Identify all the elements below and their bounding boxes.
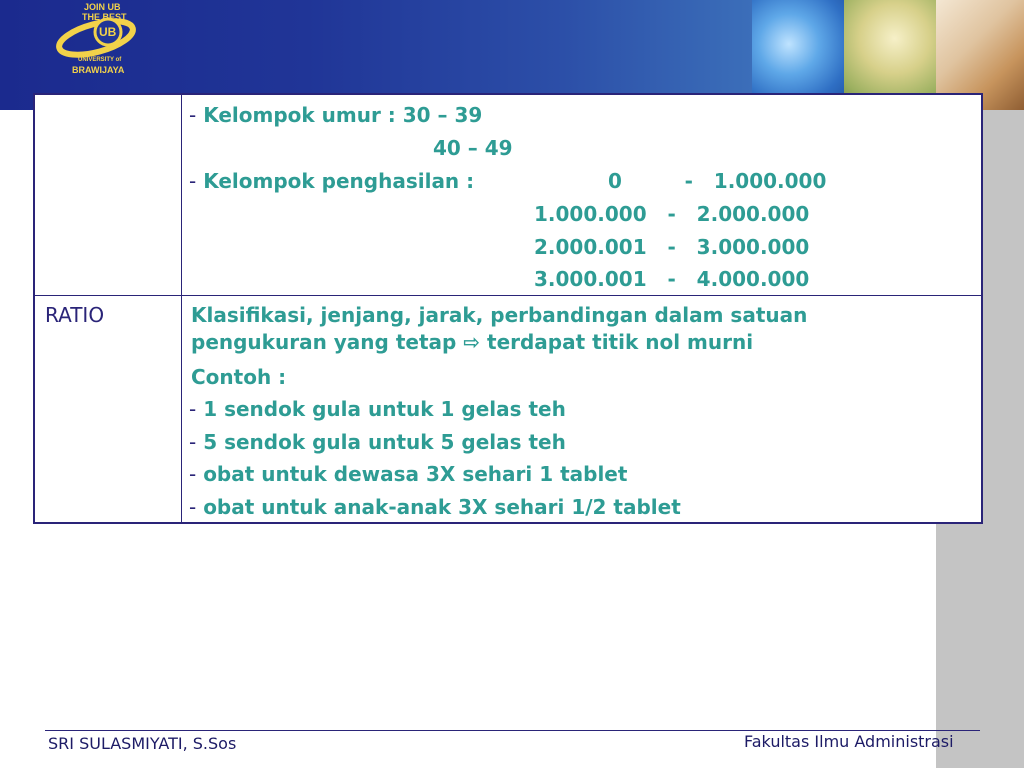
penghasilan-line bbox=[189, 169, 474, 193]
penghasilan-label: Kelompok penghasilan : bbox=[203, 169, 475, 193]
ratio-desc-line-2: pengukuran yang tetap ⇨ terdapat titik nol murni bbox=[191, 330, 754, 354]
example-text: obat untuk anak-anak 3X sehari 1/2 tablet bbox=[203, 495, 681, 519]
footer-divider bbox=[45, 730, 980, 731]
bullet-dash: - bbox=[189, 462, 197, 486]
footer-faculty: Fakultas Ilmu Administrasi bbox=[744, 732, 954, 751]
footer-author: SRI SULASMIYATI, S.Sos bbox=[48, 734, 237, 753]
contoh-label: Contoh : bbox=[191, 365, 287, 389]
example-4 bbox=[189, 495, 681, 519]
range-3: 3.000.001 - 4.000.000 bbox=[534, 267, 810, 291]
bullet-dash: - bbox=[189, 169, 197, 193]
logo-line-1: JOIN UB bbox=[84, 2, 121, 12]
bullet-dash: - bbox=[189, 430, 197, 454]
range-1: 1.000.000 - 2.000.000 bbox=[534, 202, 810, 226]
umur-second: 40 – 49 bbox=[433, 136, 513, 160]
logo-line-2: THE BEST bbox=[82, 12, 127, 22]
university-logo bbox=[52, 2, 148, 78]
example-2 bbox=[189, 430, 566, 454]
logo-line-3: UNIVERSITY of bbox=[78, 57, 122, 63]
umur-line bbox=[189, 103, 482, 127]
ratio-label: RATIO bbox=[45, 303, 105, 327]
range-2: 2.000.001 - 3.000.000 bbox=[534, 235, 810, 259]
example-text: 5 sendok gula untuk 5 gelas teh bbox=[203, 430, 566, 454]
example-1 bbox=[189, 397, 566, 421]
content-table bbox=[33, 93, 983, 524]
umur-label: Kelompok umur : 30 – 39 bbox=[203, 103, 483, 127]
bullet-dash: - bbox=[189, 103, 197, 127]
logo-badge: UB bbox=[99, 25, 117, 39]
bullet-dash: - bbox=[189, 495, 197, 519]
column-divider bbox=[181, 95, 182, 522]
bullet-dash: - bbox=[189, 397, 197, 421]
row-divider bbox=[35, 295, 981, 296]
penghasilan-first: 0 - 1.000.000 bbox=[608, 169, 827, 193]
example-text: 1 sendok gula untuk 1 gelas teh bbox=[203, 397, 566, 421]
ratio-desc-line-1: Klasifikasi, jenjang, jarak, perbandingan dalam satuan bbox=[191, 303, 808, 327]
example-text: obat untuk dewasa 3X sehari 1 tablet bbox=[203, 462, 628, 486]
example-3 bbox=[189, 462, 627, 486]
logo-line-4: BRAWIJAYA bbox=[72, 65, 125, 75]
